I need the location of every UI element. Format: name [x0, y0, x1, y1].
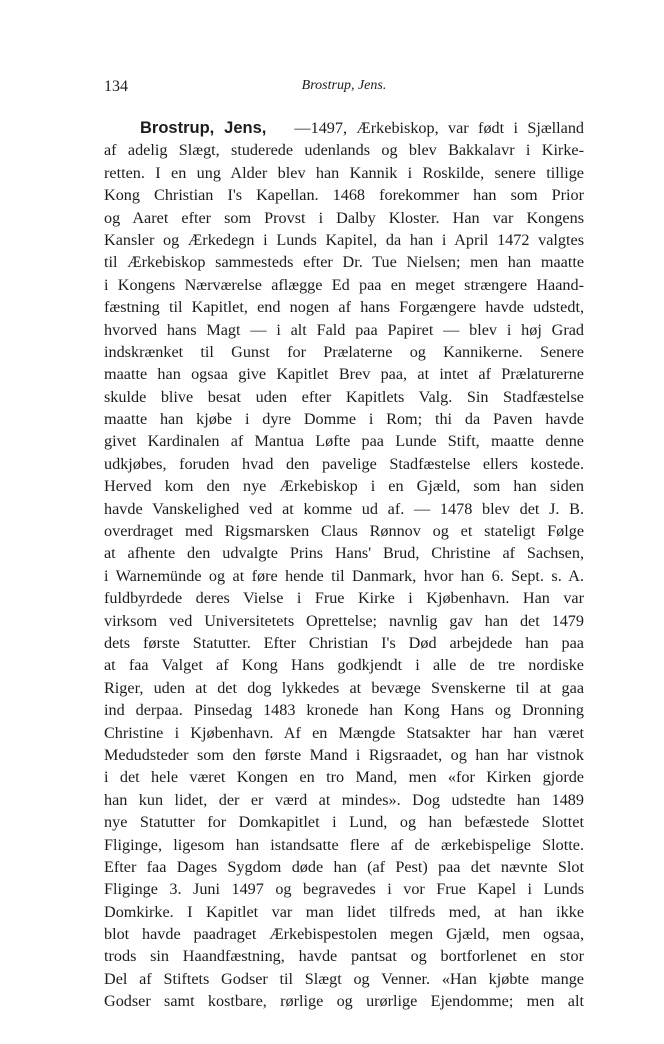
text-line: fæstning til Kapitlet, end nogen af hans Forgængere havde udstedt,	[104, 298, 584, 317]
text-line: ind derpaa. Pinsedag 1483 kronede han Kong Hans og Dronning	[104, 701, 584, 720]
text-line: i Warnemünde og at føre hende til Danmark, hvor han 6. Sept. s. A.	[104, 566, 584, 585]
page-header	[104, 78, 584, 100]
text-line: skulde blive besat uden efter Kapitlets Valg. Sin Stadfæstelse	[104, 387, 584, 406]
text-line: havde Vanskelighed ved at komme ud af. — 1478 blev det J. B.	[104, 499, 584, 518]
text-line: at faa Valget af Kong Hans godkjendt i alle de tre nordiske	[104, 656, 584, 675]
page-number: 134	[104, 78, 128, 95]
text-line: nye Statutter for Domkapitlet i Lund, og han befæstede Slottet	[104, 813, 584, 832]
running-title: Brostrup, Jens.	[301, 78, 387, 93]
text-line: Riger, uden at det dog lykkedes at bevæge Svenskerne til at gaa	[104, 678, 584, 697]
entry-first-line-text: —1497, Ærkebiskop, var født i Sjælland	[294, 119, 584, 137]
text-line: Efter faa Dages Sygdom døde han (af Pest) paa det nævnte Slot	[104, 857, 584, 876]
text-line: givet Kardinalen af Mantua Løfte paa Lunde Stift, maatte denne	[104, 432, 584, 451]
entry-lines	[104, 139, 584, 1012]
text-line: fuldbyrdede deres Vielse i Frue Kirke i Kjøbenhavn. Han var	[104, 589, 584, 608]
text-line: Christine i Kjøbenhavn. Af en Mængde Statsakter har han været	[104, 723, 584, 742]
text-line: Medudsteder som den første Mand i Rigsraadet, og han har vistnok	[104, 745, 584, 764]
text-line: af adelig Slægt, studerede udenlands og blev Bakkalavr i Kirke-	[104, 141, 584, 160]
text-line: hvorved hans Magt — i alt Fald paa Papiret — blev i høj Grad	[104, 320, 584, 339]
text-line: i det hele været Kongen en tro Mand, men «for Kirken gjorde	[104, 768, 584, 787]
text-line: maatte han kjøbe i dyre Domme i Rom; thi da Paven havde	[104, 410, 584, 429]
text-line: i Kongens Nærværelse aflægge Ed paa en meget strængere Haand-	[104, 275, 584, 294]
text-line: retten. I en ung Alder blev han Kannik i Roskilde, senere tillige	[104, 163, 584, 182]
text-line: Fliginge, ligesom han istandsatte flere af de ærkebispelige Slotte.	[104, 835, 584, 854]
text-line: og Aaret efter som Provst i Dalby Kloster. Han var Kongens	[104, 208, 584, 227]
text-line: virksom ved Universitetets Oprettelse; navnlig gav han det 1479	[104, 611, 584, 630]
text-line: at afhente den udvalgte Prins Hans' Brud, Christine af Sachsen,	[104, 544, 584, 563]
text-line: Del af Stiftets Godser til Slægt og Venner. «Han kjøbte mange	[104, 969, 584, 988]
text-line: trods sin Haandfæstning, havde pantsat og bortforlenet en stor	[104, 947, 584, 966]
text-line: Fliginge 3. Juni 1497 og begravedes i vor Frue Kapel i Lunds	[104, 880, 584, 899]
text-line: dets første Statutter. Efter Christian I's Død arbejdede han paa	[104, 633, 584, 652]
text-line: Godser samt kostbare, rørlige og urørlige Ejendomme; men alt	[104, 992, 584, 1011]
text-line: til Ærkebiskop sammesteds efter Dr. Tue Nielsen; men han maatte	[104, 253, 584, 272]
entry-first-line	[104, 117, 584, 139]
text-line: overdraget med Rigsmarsken Claus Rønnov og et stateligt Følge	[104, 522, 584, 541]
text-line: udkjøbes, foruden hvad den pavelige Stadfæstelse ellers kostede.	[104, 454, 584, 473]
text-line: blot havde paadraget Ærkebispestolen megen Gjæld, men ogsaa,	[104, 925, 584, 944]
text-line: Kong Christian I's Kapellan. 1468 forekommer han som Prior	[104, 186, 584, 205]
entry-text	[104, 117, 584, 1013]
text-line: Kansler og Ærkedegn i Lunds Kapitel, da han i April 1472 valgtes	[104, 230, 584, 249]
text-line: Domkirke. I Kapitlet var man lidet tilfreds med, at han ikke	[104, 902, 584, 921]
entry-headword: Brostrup, Jens,	[140, 119, 267, 137]
text-line: maatte han ogsaa give Kapitlet Brev paa, at intet af Prælaturerne	[104, 365, 584, 384]
text-line: Herved kom den nye Ærkebiskop i en Gjæld, som han siden	[104, 477, 584, 496]
text-line: indskrænket til Gunst for Prælaterne og Kannikerne. Senere	[104, 342, 584, 361]
text-line: han kun lidet, der er værd at mindes». Dog udstedte han 1489	[104, 790, 584, 809]
